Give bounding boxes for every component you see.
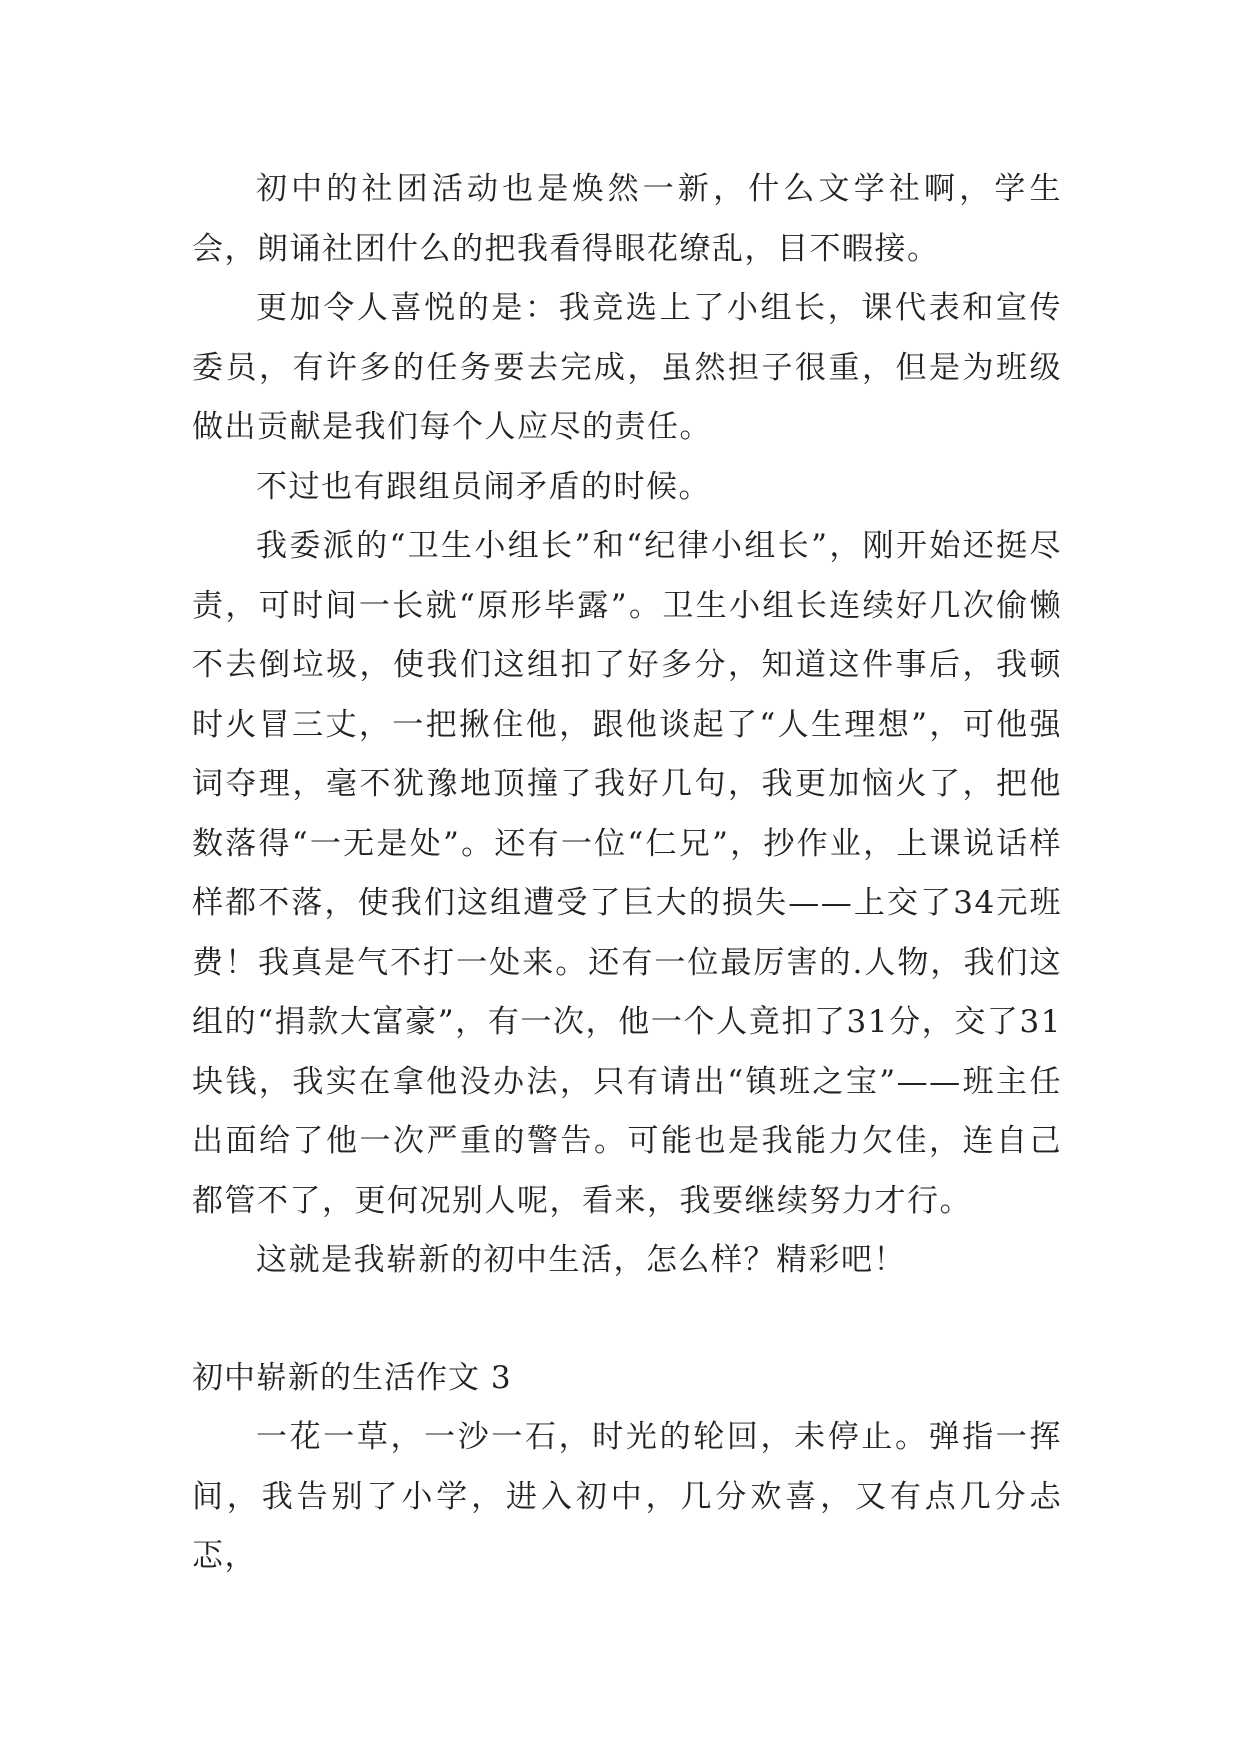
section-title: 初中崭新的生活作文 3 — [192, 1359, 512, 1396]
paragraph-essay3-intro: 一花一草，一沙一石，时光的轮回，未停止。弹指一挥间，我告别了小学，进入初中，几分欢喜，又有点几分忐忑， — [192, 1419, 1062, 1574]
paragraph-group-members: 我委派的“卫生小组长”和“纪律小组长”，刚开始还挺尽责，可时间一长就“原形毕露”。卫生小组长连续好几次偷懒不去倒垃圾，使我们这组扣了好多分，知道这件事后，我顿时火冒三丈，一把揪住他，跟他谈起了“人生理想”，可他强词夺理，毫不犹豫地顶撞了我好几句，我更加恼火了，把他数落得“一无是处”。还有一位“仁兄”，抄作业，上课说话样样都不落，使我们这组遭受了巨大的损失——上交了34元班费！我真是气不打一处来。还有一位最厉害的.人物，我们这组的“捐款大富豪”，有一次，他一个人竟扣了31分，交了31块钱，我实在拿他没办法，只有请出“镇班之宝”——班主任出面给了他一次严重的警告。可能也是我能力欠佳，连自己都管不了，更何况别人呢，看来，我要继续努力才行。 — [192, 528, 1062, 1219]
document-page — [192, 160, 1062, 1587]
paragraph-conclusion: 这就是我崭新的初中生活，怎么样？精彩吧！ — [256, 1242, 906, 1278]
paragraph-club-activities: 初中的社团活动也是焕然一新，什么文学社啊，学生会，朗诵社团什么的把我看得眼花缭乱，目不暇接。 — [192, 171, 1062, 267]
paragraph-conflicts: 不过也有跟组员闹矛盾的时候。 — [256, 468, 711, 505]
paragraph-elected-leader: 更加令人喜悦的是：我竞选上了小组长，课代表和宣传委员，有许多的任务要去完成，虽然担子很重，但是为班级做出贡献是我们每个人应尽的责任。 — [192, 290, 1062, 445]
